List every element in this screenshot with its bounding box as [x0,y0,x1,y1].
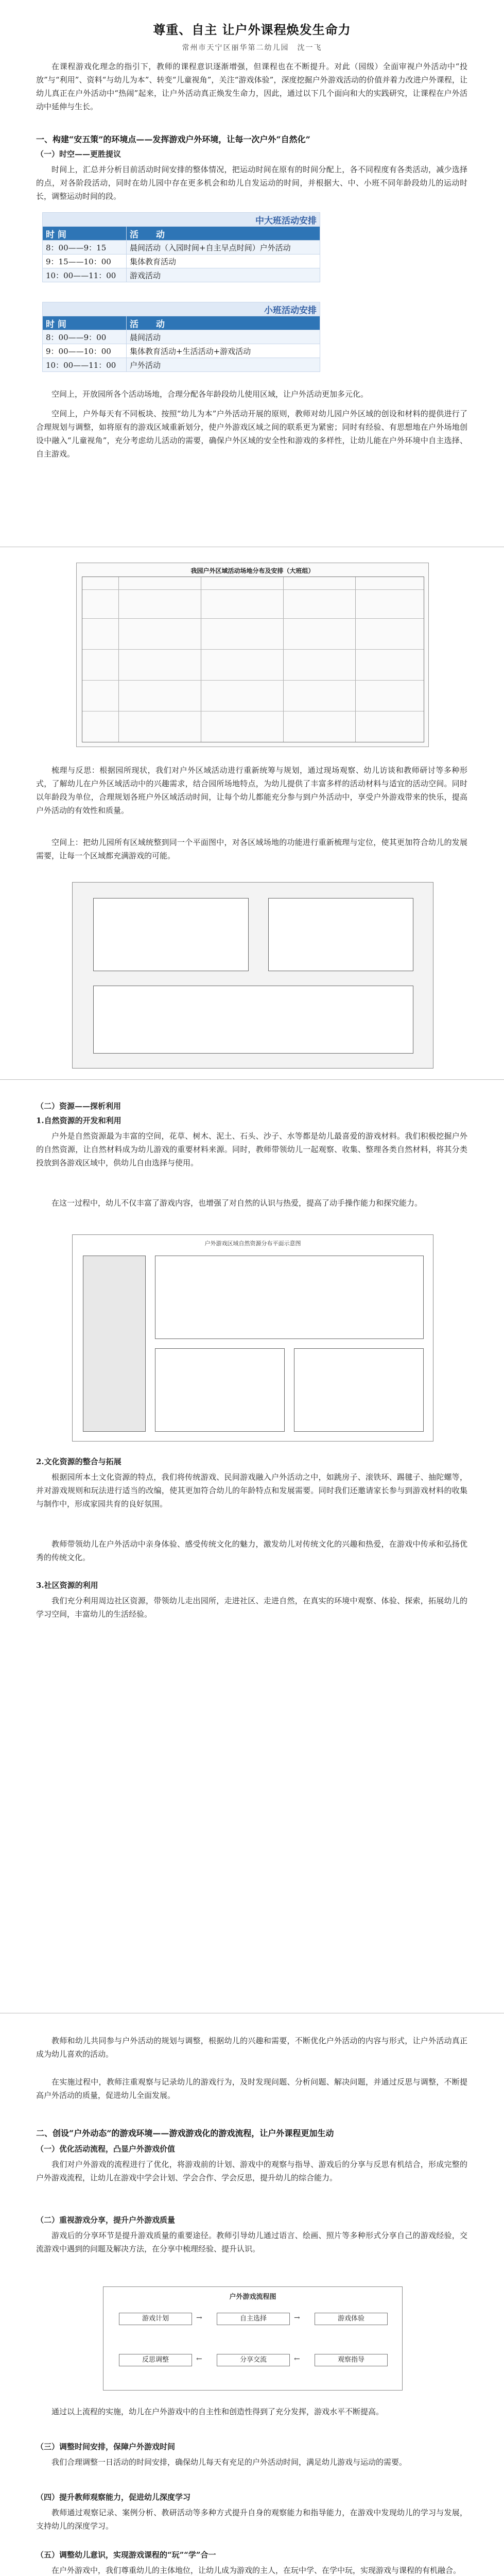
schedule-time: 10：00——11：00 [43,268,127,282]
header-activity: 活 动 [127,227,320,241]
space-paragraph: 空间上，户外每天有不同板块、按照“幼儿为本”户外活动开展的原则，教师对幼儿园户外区域的创设和材料的提供进行了合理规划与调整，如将原有的游戏区域重新划分，使户外游戏区域之间的联系更为紧密；同时有经验、有思想地在户外场地创设中融入“儿童视角”，充分考虑幼儿活动的需要，确保户外区域的安全性和游戏的多样性，让幼儿能在户外环境中自主选择、自主游戏。 [36,409,467,459]
flow-step: 观察指导 [315,2354,388,2366]
subsection-heading-natural: 1.自然资源的开发和利用 [36,1116,121,1125]
plan-zone [83,1256,146,1432]
schedule-activity: 户外活动 [127,358,320,372]
plan-zone [155,1256,424,1339]
schedule-activity: 集体教育活动+生活活动+游戏活动 [127,344,320,358]
page-1 [0,0,504,547]
header-activity: 活 动 [127,316,320,330]
flow-result-paragraph: 通过以上流程的实施，幼儿在户外游戏中的自主性和创造性得到了充分发挥，游戏水平不断提高。 [51,2407,384,2416]
flow-step: 分享交流 [217,2354,290,2366]
schedule-activity: 游戏活动 [127,268,320,282]
schedule-table-small [42,302,320,372]
flow-step: 反思调整 [119,2354,192,2366]
subsection-heading-teacher: （四）提升教师观察能力，促进幼儿深度学习 [36,2493,191,2502]
schedule-image-title: 我园户外区域活动场地分布及安排（大班组） [190,567,315,574]
grid-line [82,589,424,590]
arrow-left-icon: ← [196,2355,202,2363]
flowchart-title: 户外游戏流程图 [229,2293,276,2301]
resource-map-image [72,1234,433,1442]
process-paragraph: 我们对户外游戏的流程进行了优化，将游戏前的计划、游戏中的观察与指导、游戏后的分享与反思有机结合，形成完整的户外游戏流程，让幼儿在游戏中学会计划、学会合作、学会反思，提升幼儿的综合能力。 [36,2160,467,2182]
grid-line [355,577,356,742]
author-line: 常州市天宁区丽华第二幼儿园 沈一飞 [182,44,322,52]
section-heading-two: 二、创设“户外动态”的游戏环境——游戏游戏化的游戏流程，让户外课程更加生动 [36,2128,334,2138]
intro-paragraph: 在课程游戏化理念的指引下，教师的课程意识逐渐增强，但课程也在不断提升。对此（园级）全面审视户外活动中“投放”与“利用”、资料“与幼儿为本”、转变“儿童视角”，关注“游戏体验”，深度挖掘户外游戏活动的价值并着力改进户外课程，让幼儿真正在户外活动中“热闹”起来，让户外活动真正焕发生命力，因此，通过以下几个面向和大的实践研究，让课程在户外活动中延伸与生长。 [36,62,467,111]
schedule-caption: 小班活动安排 [43,302,320,316]
grid-line [82,680,424,681]
schedule-time: 9：15——10：00 [43,255,127,268]
schedule-time: 10：00——11：00 [43,358,127,372]
header-time: 时 间 [43,316,127,330]
schedule-caption: 中大班活动安排 [43,213,320,227]
natural-resources-paragraph: 户外是自然资源最为丰富的空间，花草、树木、泥土、石头、沙子、水等都是幼儿最喜爱的游戏材料。我们积极挖掘户外的自然资源，让自然材料成为幼儿游戏的重要材料来源。同时，教师带领幼儿一起观察、收集、整理各类自然材料，将其分类投放到各游戏区域中，供幼儿自由选择与使用。 [36,1131,467,1167]
section-heading-one: 一、构建“安五策”的环境点——发挥游戏户外环境，让每一次户外“自然化” [36,134,310,144]
subsection-heading-time: （一）时空——更胜提议 [36,149,121,159]
flowchart [103,2286,403,2391]
space-paragraph-2: 空间上：把幼儿园所有区域统整到同一个平面图中，对各区域场地的功能进行重新梳理与定位，使其更加符合幼儿的发展需要，让每一个区域都充满游戏的可能。 [36,838,467,860]
grid-line [82,618,424,619]
schedule-time: 8：00——9：15 [43,241,127,255]
resource-map-title: 户外游戏区域自然资源分布平面示意图 [204,1240,301,1247]
plan-zone [268,898,413,971]
observation-paragraph: 在实施过程中，教师注重观察与记录幼儿的游戏行为，及时发现问题、分析问题、解决问题，并通过反思与调整，不断提高户外活动的质量，促进幼儿全面发展。 [36,2077,467,2100]
flow-step: 游戏计划 [119,2313,192,2325]
page-2 [0,547,504,1080]
time-paragraph-2: 空间上，开放园所各个活动场地，合理分配各年龄段幼儿使用区域，让户外活动更加多元化。 [51,389,369,399]
campus-plan [72,882,433,1069]
natural-resources-paragraph-2: 在这一过程中，幼儿不仅丰富了游戏内容，也增强了对自然的认识与热爱，提高了动手操作能力和探究能力。 [51,1198,423,1208]
schedule-time: 9：00——10：00 [43,344,127,358]
schedule-table-big [42,212,320,282]
subsection-heading-culture: 2.文化资源的整合与拓展 [36,1457,121,1466]
schedule-activity: 集体教育活动 [127,255,320,268]
community-paragraph: 我们充分利用周边社区资源，带领幼儿走出园所，走进社区、走进自然，在真实的环境中观察、体验、探索，拓展幼儿的学习空间，丰富幼儿的生活经验。 [36,1596,467,1619]
plan-zone [93,898,249,971]
arrow-left-icon: ← [294,2355,300,2363]
grid-line [118,577,119,742]
page-4 [0,2013,504,2576]
arrow-right-icon: → [196,2314,202,2322]
reflection-paragraph: 梳理与反思：根据园所现状，我们对户外区域活动进行重新统筹与规划，通过现场观察、幼儿访谈和教师研讨等多种形式，了解幼儿在户外区域活动中的兴趣需求，结合园所场地特点，为幼儿提供了丰富多样的活动材料与适宜的活动空间。同时以年龄段为单位，合理规划各班户外区域活动时间，让每个幼儿都能充分参与到户外活动中，享受户外游戏带来的快乐，提高户外活动的有效性和质量。 [36,766,467,815]
play-paragraph: 在户外游戏中，我们尊重幼儿的主体地位，让幼儿成为游戏的主人，在玩中学、在学中玩，实现游戏与课程的有机融合。 [51,2566,461,2575]
schedule-activity: 晨间活动（入园时间+自主早点时间）户外活动 [127,241,320,255]
teacher-paragraph: 教师通过观察记录、案例分析、教研活动等多种方式提升自身的观察能力和指导能力，在游戏中发现幼儿的学习与发展，支持幼儿的深度学习。 [36,2508,467,2531]
sharing-paragraph: 游戏后的分享环节是提升游戏质量的重要途径。教师引导幼儿通过语言、绘画、照片等多种形式分享自己的游戏经验，交流游戏中遇到的问题及解决方法，在分享中梳理经验、提升认识。 [36,2231,467,2253]
schedule-time: 8：00——9：00 [43,330,127,344]
schedule-activity: 晨间活动 [127,330,320,344]
subsection-heading-schedule: （三）调整时间安排，保障户外游戏时间 [36,2442,176,2451]
flow-step: 游戏体验 [315,2313,388,2325]
subsection-heading-community: 3.社区资源的利用 [36,1581,98,1590]
subsection-heading-play: （五）调整幼儿意识，实现游戏课程的“玩”“学”合一 [36,2550,216,2560]
arrow-right-icon: → [294,2314,300,2322]
plan-zone [155,1348,285,1432]
plan-zone [93,986,413,1054]
schedule-image [76,563,429,747]
culture-paragraph: 根据园所本土文化资源的特点，我们将传统游戏、民间游戏融入户外活动之中，如跳房子、滚铁环、踢毽子、抽陀螺等，并对游戏规则和玩法进行适当的改编，使其更加符合幼儿的年龄特点和发展需要。同时我们还邀请家长参与到游戏材料的收集与制作中，形成家园共育的良好氛围。 [36,1472,467,1509]
grid-line [283,577,284,742]
subsection-heading-sharing: （二）重视游戏分享，提升户外游戏质量 [36,2215,176,2225]
schedule-grid [82,577,424,742]
header-time: 时 间 [43,227,127,241]
flow-step: 自主选择 [217,2313,290,2325]
planning-paragraph: 教师和幼儿共同参与户外活动的规划与调整，根据幼儿的兴趣和需要，不断优化户外活动的内容与形式，让户外活动真正成为幼儿喜欢的活动。 [36,2036,467,2059]
schedule-paragraph: 我们合理调整一日活动的时间安排，确保幼儿每天有充足的户外活动时间，满足幼儿游戏与运动的需要。 [51,2458,407,2467]
time-paragraph: 时间上，汇总并分析目前活动时间安排的整体情况，把运动时间在原有的时间分配上，各不同程度有各类活动，减少选择的点，对各阶段活动，同时在幼儿园中存在更多机会和幼儿自发运动的时间，并根据大、中、小班不同年龄段幼儿的运动时长，调整运动时间的段。 [36,165,467,201]
plan-zone [294,1348,424,1432]
document-title: 尊重、自主 让户外课程焕发生命力 [153,22,351,37]
subsection-heading-resources: （二）资源——探析利用 [36,1101,121,1111]
grid-line [82,649,424,650]
culture-paragraph-2: 教师带领幼儿在户外活动中亲身体验、感受传统文化的魅力，激发幼儿对传统文化的兴趣和热爱，在游戏中传承和弘扬优秀的传统文化。 [36,1539,467,1562]
subsection-heading-process: （一）优化活动流程，凸显户外游戏价值 [36,2144,176,2154]
page-3 [0,1080,504,2013]
